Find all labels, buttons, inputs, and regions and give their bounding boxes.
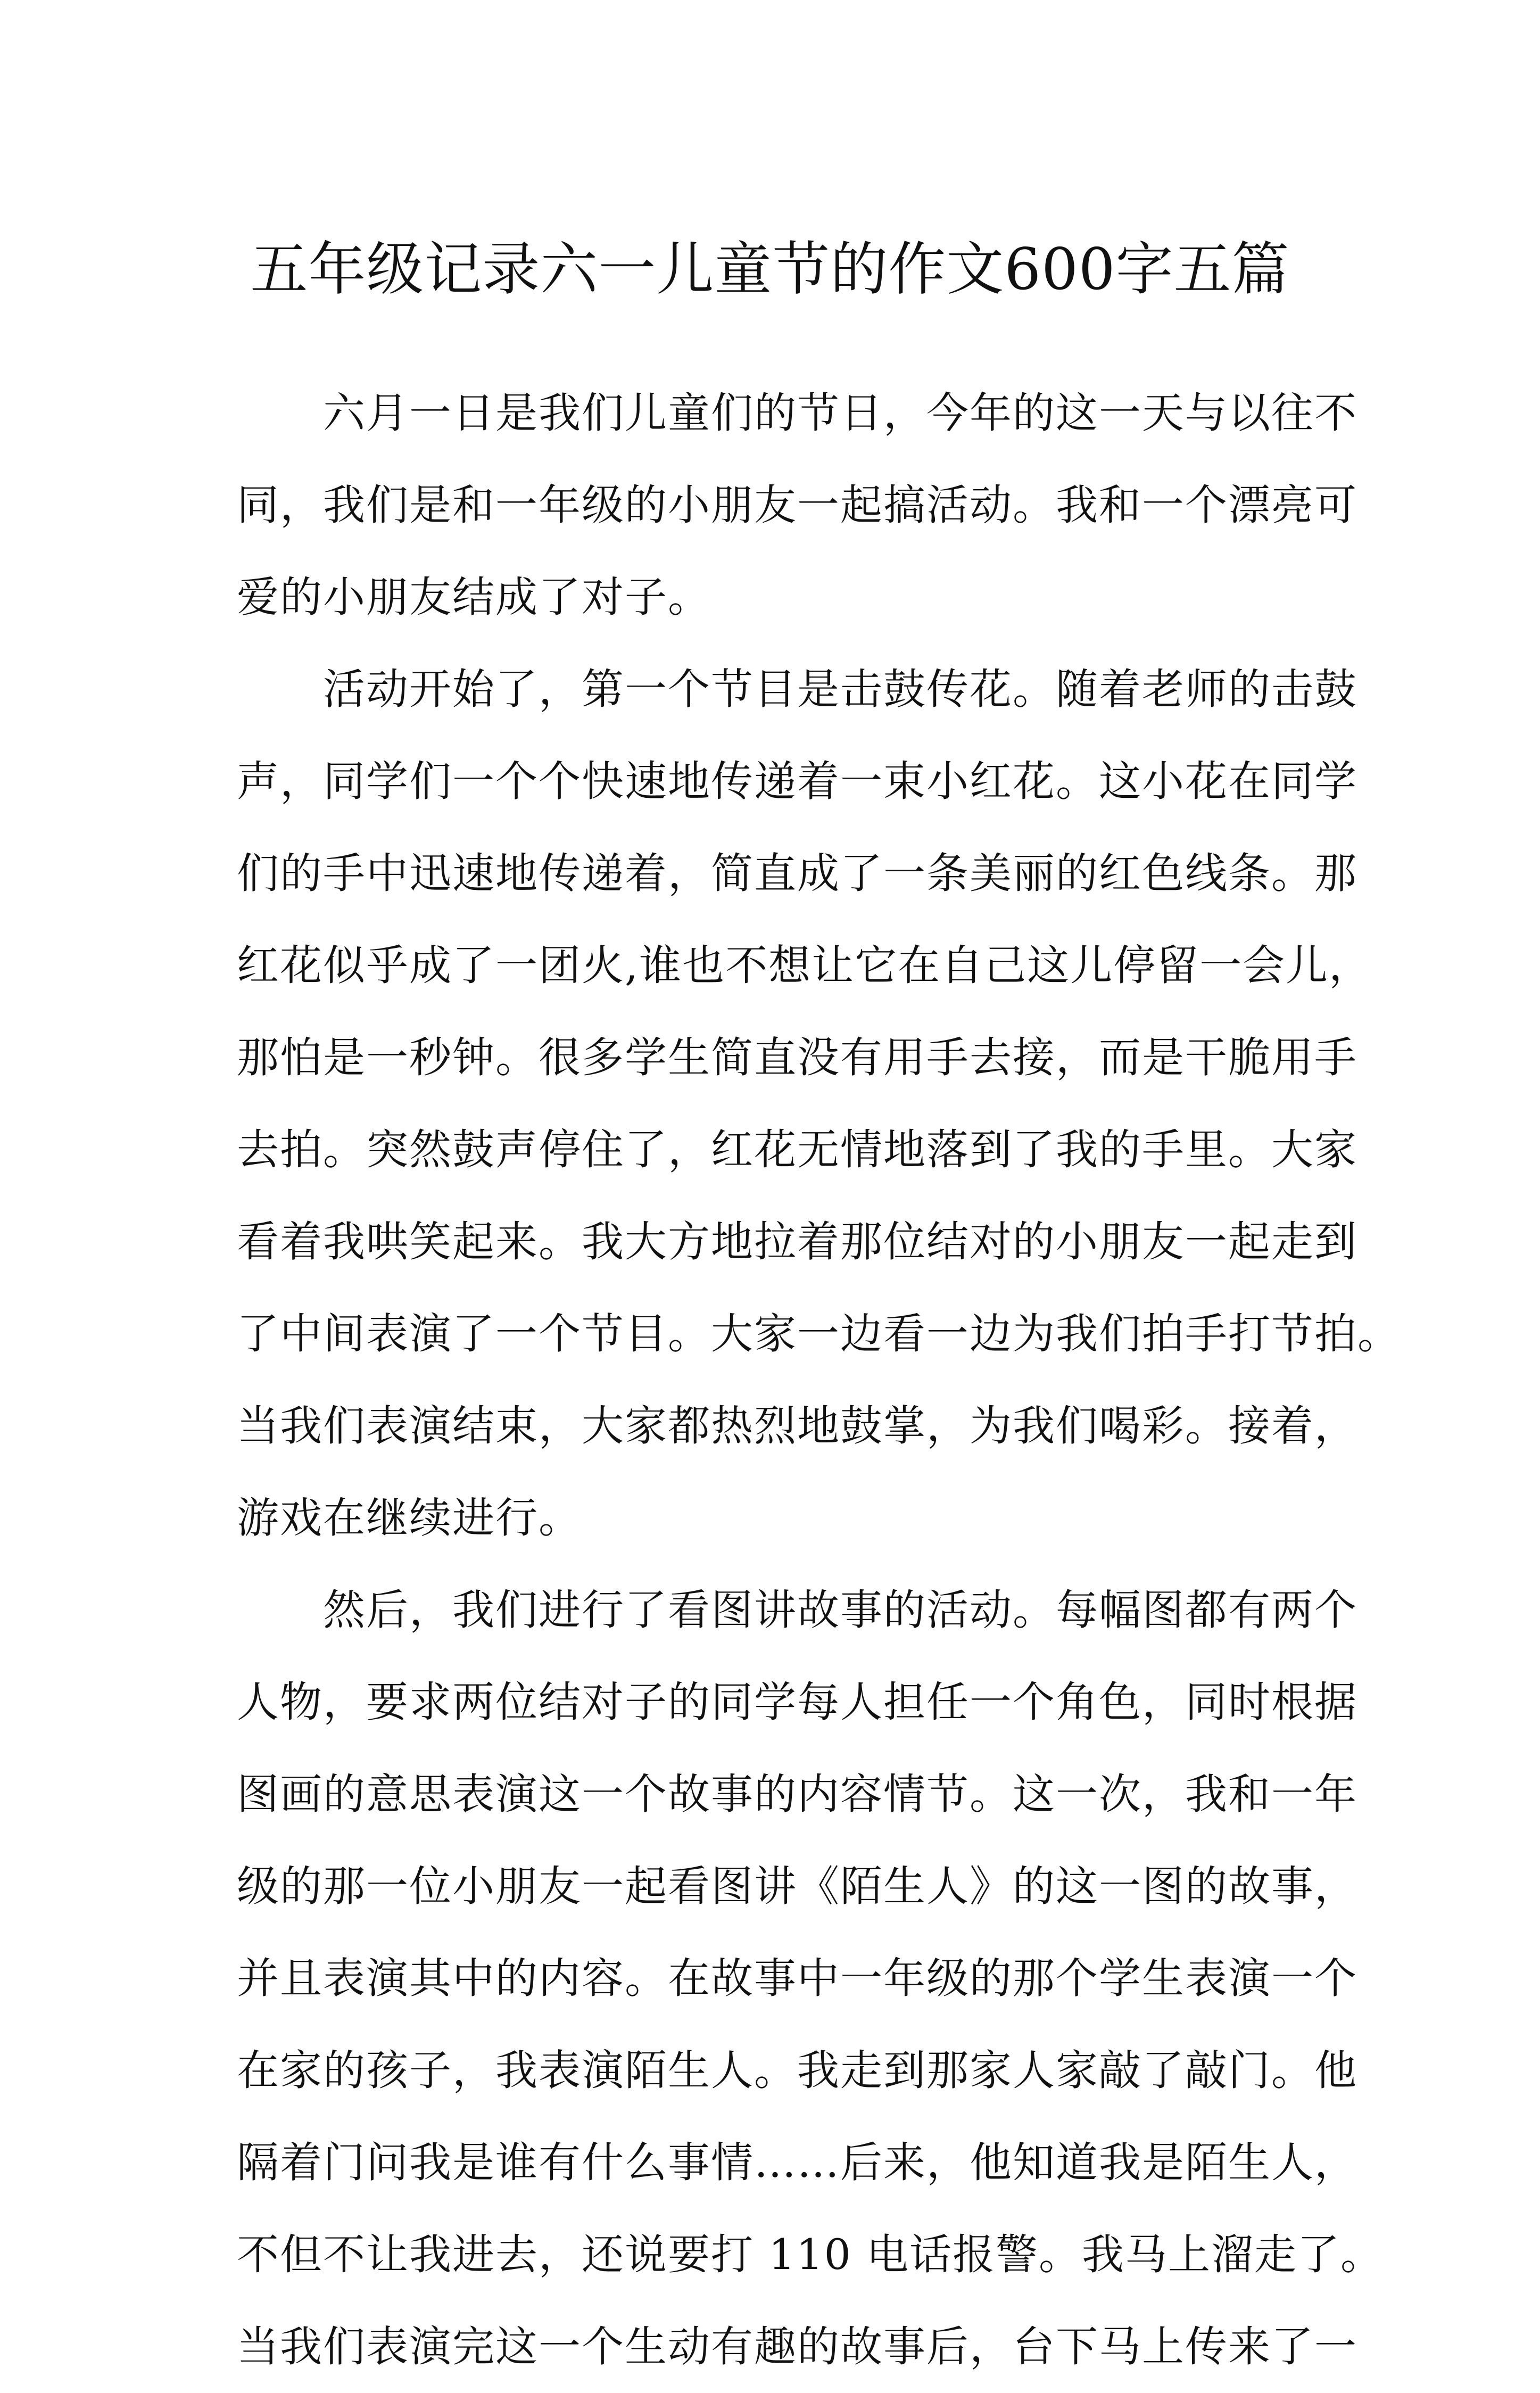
document-body xyxy=(237,367,1401,2393)
text-line: 同，我们是和一年级的小朋友一起搞活动。我和一个漂亮可 xyxy=(237,481,1357,530)
text-line: 并且表演其中的内容。在故事中一年级的那个学生表演一个 xyxy=(237,1954,1357,2003)
text-line: 爱的小朋友结成了对子。 xyxy=(237,573,711,622)
text-line: 六月一日是我们儿童们的节日，今年的这一天与以往不 xyxy=(323,389,1357,438)
text-line: 声，同学们一个个快速地传递着一束小红花。这小花在同学 xyxy=(237,757,1357,806)
text-line: 红花似乎成了一团火,谁也不想让它在自己这儿停留一会儿， xyxy=(237,941,1372,990)
text-line: 不但不让我进去，还说要打 110 电话报警。我马上溜走了。 xyxy=(237,2230,1384,2279)
text-line: 当我们表演结束，大家都热烈地鼓掌，为我们喝彩。接着， xyxy=(237,1401,1357,1450)
paragraph xyxy=(237,643,1401,1564)
text-line: 游戏在继续进行。 xyxy=(237,1493,582,1542)
text-line: 那怕是一秒钟。很多学生简直没有用手去接，而是干脆用手 xyxy=(237,1033,1357,1082)
text-line: 然后，我们进行了看图讲故事的活动。每幅图都有两个 xyxy=(323,1586,1357,1635)
text-line: 图画的意思表演这一个故事的内容情节。这一次，我和一年 xyxy=(237,1770,1357,1819)
text-line: 级的那一位小朋友一起看图讲《陌生人》的这一图的故事， xyxy=(237,1862,1357,1911)
document-title: 五年级记录六一儿童节的作文600字五篇 xyxy=(250,236,1290,303)
paragraph xyxy=(237,367,1357,643)
text-line: 隔着门问我是谁有什么事情……后来，他知道我是陌生人， xyxy=(237,2138,1357,2187)
text-line: 活动开始了，第一个节目是击鼓传花。随着老师的击鼓 xyxy=(323,665,1357,714)
text-line: 当我们表演完这一个生动有趣的故事后，台下马上传来了一 xyxy=(237,2322,1357,2371)
text-line: 看着我哄笑起来。我大方地拉着那位结对的小朋友一起走到 xyxy=(237,1217,1357,1266)
paragraph xyxy=(237,1564,1384,2393)
text-line: 在家的孩子，我表演陌生人。我走到那家人家敲了敲门。他 xyxy=(237,2046,1357,2095)
text-line: 去拍。突然鼓声停住了，红花无情地落到了我的手里。大家 xyxy=(237,1125,1357,1174)
text-line: 了中间表演了一个节目。大家一边看一边为我们拍手打节拍。 xyxy=(237,1309,1401,1358)
text-line: 们的手中迅速地传递着，简直成了一条美丽的红色线条。那 xyxy=(237,849,1357,898)
text-line: 人物，要求两位结对子的同学每人担任一个角色，同时根据 xyxy=(237,1678,1357,1727)
